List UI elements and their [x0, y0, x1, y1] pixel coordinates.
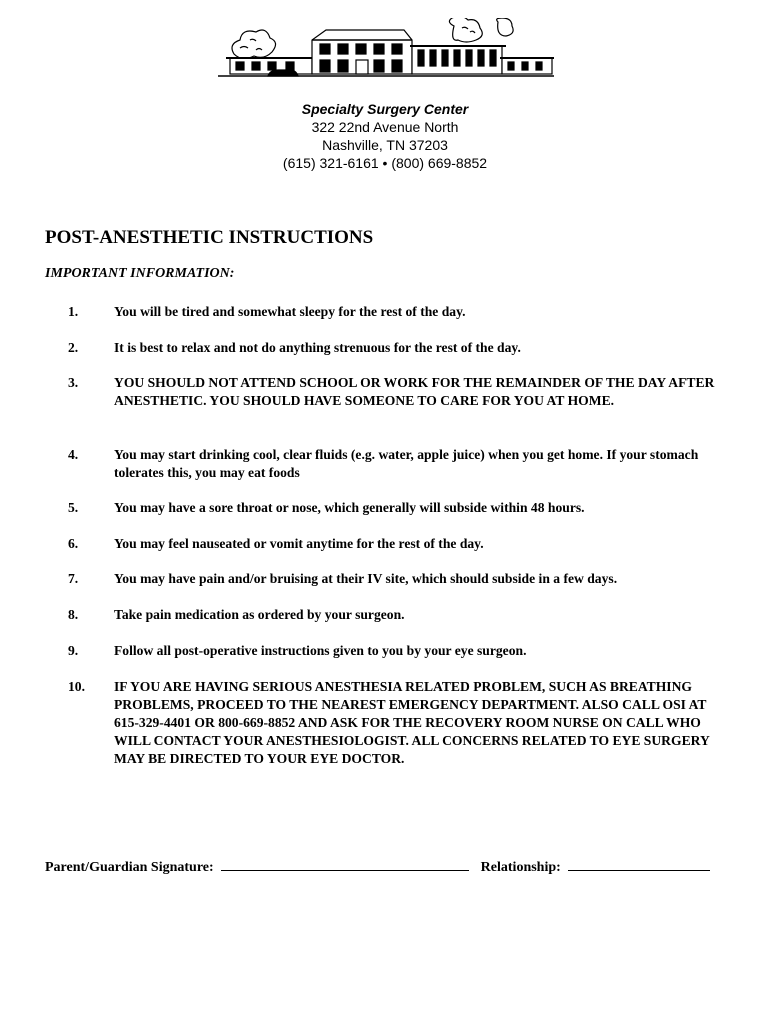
item-text: You may have a sore throat or nose, which generally will subside within 48 hours. [114, 500, 585, 515]
item-text: Take pain medication as ordered by your surgeon. [114, 607, 405, 622]
relationship-label: Relationship: [480, 860, 561, 875]
item-number: 5. [68, 500, 79, 515]
item-text: You may start drinking cool, clear fluids (e.g. water, apple juice) when you get home. If your stomach tolerates this, you may eat foods [114, 447, 699, 480]
item-text: IF YOU ARE HAVING SERIOUS ANESTHESIA RELATED PROBLEM, SUCH AS BREATHING PROBLEMS, PROCEED TO THE NEAREST EMERGENCY DEPARTMENT. ALSO CALL OSI AT 615-329-4401 OR 800-669-8852 AND ASK FOR THE RECOVERY ROOM NURSE ON CALL WHO WILL CONTACT YOUR ANESTHESIOLOGIST. ALL CONCERNS RELATED TO EYE SURGERY MAY BE DIRECTED TO YOUR EYE DOCTOR. [114, 679, 710, 766]
item-text: You may have pain and/or bruising at their IV site, which should subside in a few days. [114, 571, 618, 586]
item-number: 1. [68, 304, 79, 319]
item-number: 7. [68, 571, 79, 586]
item-text: You will be tired and somewhat sleepy for the rest of the day. [114, 304, 466, 319]
important-label: IMPORTANT INFORMATION: [45, 266, 235, 281]
signature-row [45, 856, 745, 876]
center-city: Nashville, TN 37203 [322, 137, 448, 153]
center-name: Specialty Surgery Center [301, 101, 469, 117]
center-address-block [0, 100, 770, 172]
guardian-signature-field[interactable] [221, 856, 469, 871]
document-title: POST-ANESTHETIC INSTRUCTIONS [45, 227, 374, 248]
center-street: 322 22nd Avenue North [311, 119, 459, 135]
building-logo [216, 18, 556, 80]
relationship-field[interactable] [568, 856, 710, 871]
item-number: 2. [68, 340, 79, 355]
center-phone: (615) 321-6161 • (800) 669-8852 [282, 155, 488, 171]
item-text: YOU SHOULD NOT ATTEND SCHOOL OR WORK FOR THE REMAINDER OF THE DAY AFTER ANESTHETIC. YOU SHOULD HAVE SOMEONE TO CARE FOR YOU AT HOME. [114, 375, 715, 408]
item-number: 10. [68, 679, 85, 694]
item-text: You may feel nauseated or vomit anytime for the rest of the day. [114, 536, 484, 551]
guardian-signature-label: Parent/Guardian Signature: [45, 860, 214, 875]
item-text: Follow all post-operative instructions given to you by your eye surgeon. [114, 643, 527, 658]
item-number: 8. [68, 607, 79, 622]
item-number: 4. [68, 447, 79, 462]
item-text: It is best to relax and not do anything strenuous for the rest of the day. [114, 340, 521, 355]
item-number: 3. [68, 375, 79, 390]
item-number: 6. [68, 536, 79, 551]
item-number: 9. [68, 643, 79, 658]
